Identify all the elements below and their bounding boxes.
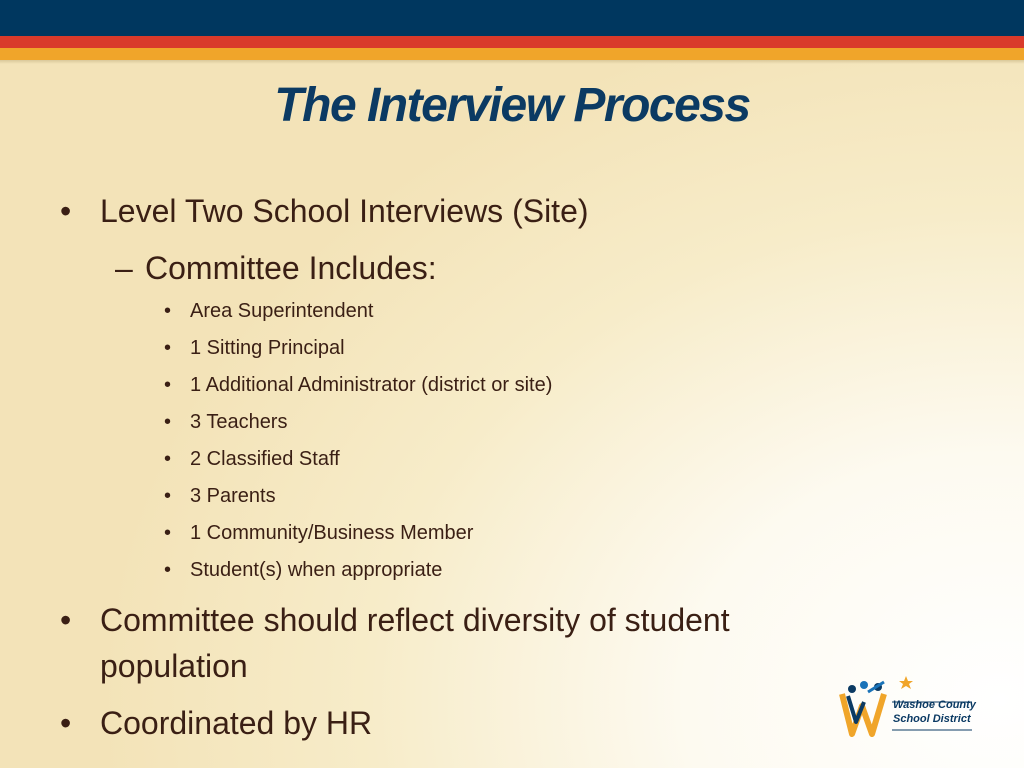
member-text: 1 Sitting Principal <box>190 337 345 359</box>
bullet-coordinated <box>60 700 900 746</box>
bullet-dot-icon: • <box>60 705 72 741</box>
bullet-dot-icon: • <box>164 337 172 359</box>
logo-text <box>893 698 976 726</box>
bullet-text: Committee Includes: <box>145 250 437 286</box>
member-text: 3 Parents <box>190 485 276 507</box>
member-item <box>164 409 288 435</box>
member-text: 3 Teachers <box>190 411 288 433</box>
bullet-dot-icon: • <box>164 374 172 396</box>
bullet-dot-icon: • <box>60 193 72 229</box>
member-text: 2 Classified Staff <box>190 448 340 470</box>
bullet-dot-icon: • <box>164 485 172 507</box>
logo-line-1: Washoe County <box>893 699 976 711</box>
member-text: 1 Community/Business Member <box>190 522 474 544</box>
bullet-level-two <box>60 188 900 234</box>
member-item <box>164 557 443 583</box>
member-item <box>164 446 340 472</box>
bullet-text: Level Two School Interviews (Site) <box>100 193 589 229</box>
member-text: Student(s) when appropriate <box>190 559 443 581</box>
bullet-dot-icon: • <box>164 559 172 581</box>
member-item <box>164 520 474 546</box>
bullet-dot-icon: • <box>164 448 172 470</box>
bullet-dot-icon: • <box>164 522 172 544</box>
member-item <box>164 335 345 361</box>
logo-line-2: School District <box>893 713 971 725</box>
bullet-dot-icon: • <box>164 411 172 433</box>
dash-icon: – <box>115 250 133 286</box>
bullet-dot-icon: • <box>60 602 72 638</box>
member-item <box>164 372 553 398</box>
bullet-committee-includes <box>115 245 437 291</box>
member-item <box>164 483 276 509</box>
member-item <box>164 298 374 324</box>
slide-title: The Interview Process <box>274 79 750 132</box>
member-text: 1 Additional Administrator (district or site) <box>190 374 553 396</box>
bullet-diversity <box>60 597 880 689</box>
bullet-text: Coordinated by HR <box>100 705 373 741</box>
member-text: Area Superintendent <box>190 300 374 322</box>
bullet-dot-icon: • <box>164 300 172 322</box>
bullet-text: Committee should reflect diversity of student population <box>100 602 730 684</box>
